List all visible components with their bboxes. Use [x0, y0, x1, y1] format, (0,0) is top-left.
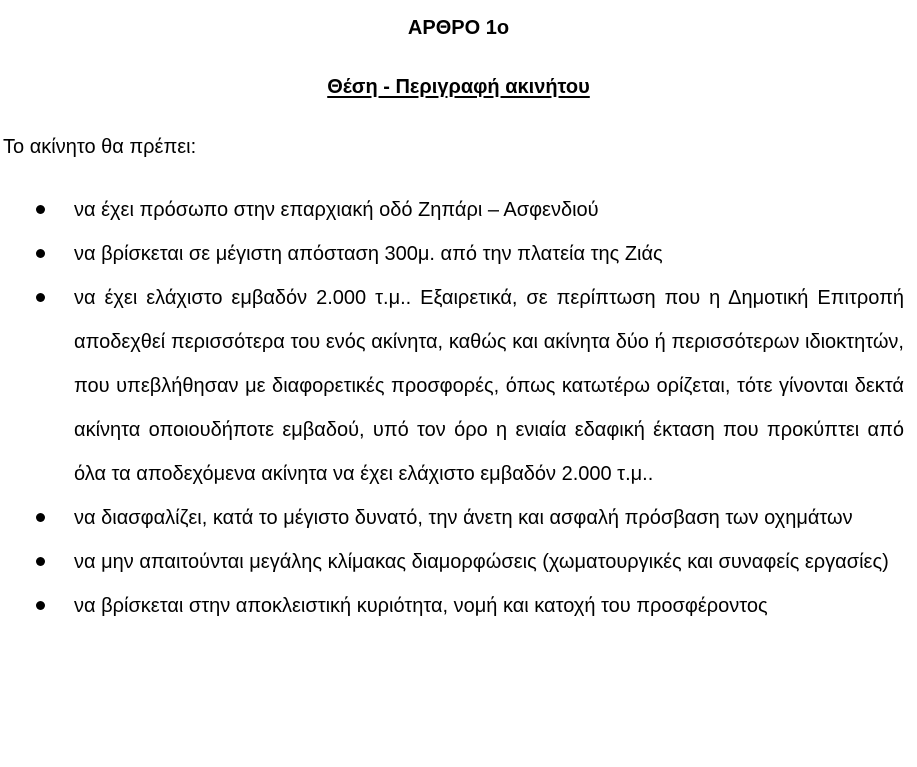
bullet-icon: [36, 249, 45, 258]
list-item: [0, 232, 917, 276]
bullet-icon: [36, 601, 45, 610]
list-item-text: να έχει πρόσωπο στην επαρχιακή οδό Ζηπάρι – Ασφενδιού: [74, 199, 599, 221]
list-item-text: να μην απαιτούνται μεγάλης κλίμακας διαμορφώσεις (χωματουργικές και συναφείς εργασίες): [74, 551, 889, 573]
bullet-icon: [36, 513, 45, 522]
list-item: [0, 540, 917, 584]
list-item-text: να βρίσκεται σε μέγιστη απόσταση 300μ. από την πλατεία της Ζιάς: [74, 243, 663, 265]
article-title: ΑΡΘΡΟ 1ο: [407, 17, 510, 39]
bullet-icon: [36, 557, 45, 566]
list-item-text: να βρίσκεται στην αποκλειστική κυριότητα, νομή και κατοχή του προσφέροντος: [74, 595, 768, 617]
list-item-text: να έχει ελάχιστο εμβαδόν 2.000 τ.μ.. Εξαιρετικά, σε περίπτωση που η Δημοτική Επιτροπή αποδεχθεί περισσότερα του ενός ακίνητα, καθώς και ακίνητα δύο ή περισσότερων ιδιοκτητών, που υπεβλήθησαν με διαφορετικές προσφορές, όπως κατωτέρω ορίζεται, τότε γίνονται δεκτά ακίνητα οποιουδήποτε εμβαδού, υπό τον όρο η ενιαία εδαφική έκταση που προκύπτει από όλα τα αποδεχόμενα ακίνητα να έχει ελάχιστο εμβαδόν 2.000 τ.μ..: [74, 287, 904, 485]
list-item: [0, 584, 917, 628]
bullet-icon: [36, 293, 45, 302]
article-subtitle: Θέση - Περιγραφή ακινήτου: [327, 76, 590, 98]
list-item: [0, 496, 917, 540]
list-item-text: να διασφαλίζει, κατά το μέγιστο δυνατό, την άνετη και ασφαλή πρόσβαση των οχημάτων: [74, 507, 853, 529]
list-item: [0, 276, 917, 496]
list-item: [0, 188, 917, 232]
bullet-icon: [36, 205, 45, 214]
requirements-list: [0, 188, 917, 628]
intro-text: Το ακίνητο θα πρέπει:: [3, 136, 197, 158]
